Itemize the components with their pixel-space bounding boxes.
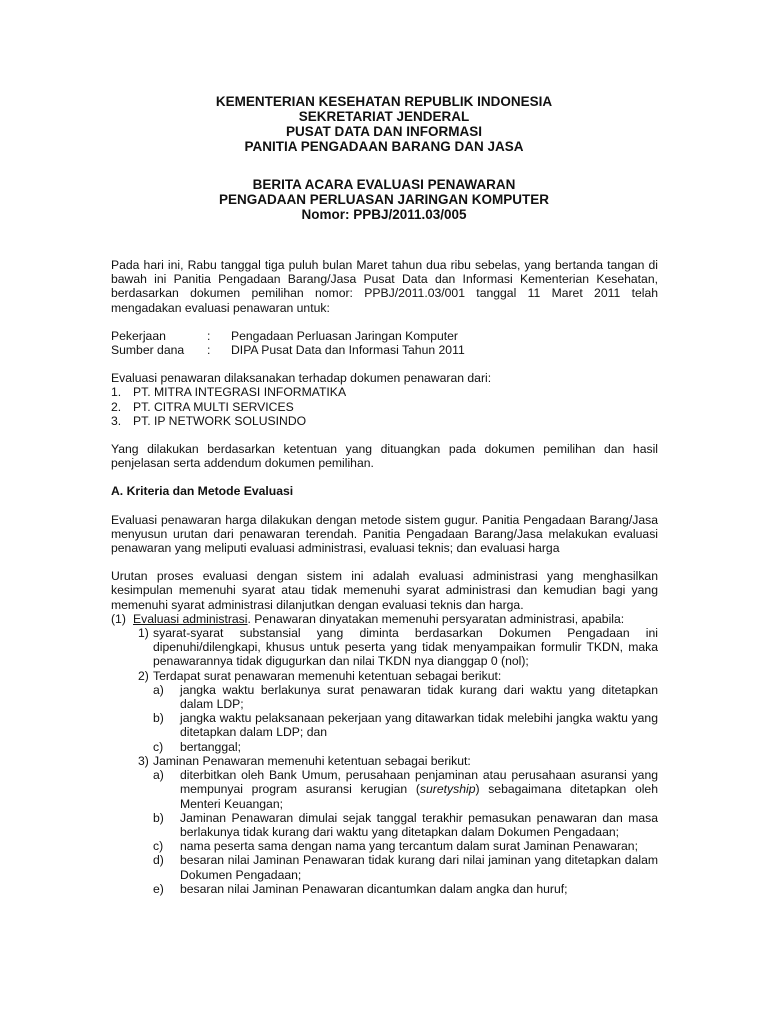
bidder-name: PT. IP NETWORK SOLUSINDO — [133, 413, 307, 428]
list-number: 3) — [138, 753, 149, 768]
sub-sub-item — [153, 740, 658, 754]
bidder-item — [111, 385, 658, 399]
header-line-center: PUSAT DATA DAN INFORMASI — [286, 124, 482, 139]
sub-sub-item-text: besaran nilai Jaminan Penawaran dicantumkan dalam angka dan huruf; — [180, 881, 568, 896]
sub-sub-item-text: Jaminan Penawaran dimulai sejak tanggal terakhir pemasukan penawaran dan masa berlakunya tidak kurang dari waktu yang ditetapkan dalam Dokumen Pengadaan; — [180, 810, 658, 839]
section-a-heading: A. Kriteria dan Metode Evaluasi — [111, 484, 294, 499]
list-letter: c) — [153, 839, 164, 854]
section-a-paragraph-1: Evaluasi penawaran harga dilakukan dengan metode sistem gugur. Panitia Pengadaan Barang/Jasa menyusun urutan dari penawaran terendah. Panitia Pengadaan Barang/Jasa melakukan evaluasi penawaran yang meliputi evaluasi administrasi, evaluasi teknis; dan evaluasi harga — [111, 512, 658, 556]
sub-item-3 — [138, 754, 658, 768]
info-value: DIPA Pusat Data dan Informasi Tahun 2011 — [231, 343, 465, 358]
list-number: 1) — [138, 626, 149, 641]
italic-term: suretyship — [419, 782, 476, 797]
sub-sub-item — [153, 711, 658, 739]
info-colon: : — [207, 328, 211, 343]
info-colon: : — [207, 343, 211, 358]
list-number: 3. — [111, 413, 122, 428]
header-line-ministry: KEMENTERIAN KESEHATAN REPUBLIK INDONESIA — [215, 94, 553, 109]
list-letter: c) — [153, 739, 164, 754]
sub-sub-item — [153, 853, 658, 881]
sub-sub-item — [153, 768, 658, 811]
sub-sub-item-text: besaran nilai Jaminan Penawaran tidak kurang dari nilai jaminan yang ditetapkan dalam Dokumen Pengadaan; — [180, 853, 658, 882]
sub-item-2 — [138, 669, 658, 683]
section-a-paragraph-2: Urutan proses evaluasi dengan sistem ini adalah evaluasi administrasi yang menghasilkan kesimpulan memenuhi syarat atau tidak memenuhi syarat administrasi dan kemudian bagi yang memenuhi syarat administrasi dilanjutkan dengan evaluasi teknis dan harga. — [111, 569, 658, 612]
list-number: 2. — [111, 399, 122, 414]
text-part: ) sebagaimana ditetapkan oleh Menteri Keuangan; — [180, 782, 658, 811]
bidder-name: PT. MITRA INTEGRASI INFORMATIKA — [133, 385, 347, 400]
sub-sub-item — [153, 882, 658, 896]
sub-sub-item — [153, 839, 658, 853]
title-line-2: PENGADAAN PERLUASAN JARINGAN KOMPUTER — [218, 192, 550, 207]
sub-sub-item — [153, 683, 658, 711]
basis-paragraph: Yang dilakukan berdasarkan ketentuan yang dituangkan pada dokumen pemilihan dan hasil penjelasan serta addendum dokumen pemilihan. — [111, 442, 658, 471]
info-row-pekerjaan — [111, 329, 658, 343]
document-title — [0, 177, 768, 222]
criteria-term: Evaluasi administrasi — [133, 611, 248, 626]
info-value: Pengadaan Perluasan Jaringan Komputer — [231, 328, 458, 343]
sub-item-1 — [138, 626, 658, 669]
list-number: 2) — [138, 668, 149, 683]
list-letter: a) — [153, 682, 164, 697]
sub-sub-item-text: jangka waktu pelaksanaan pekerjaan yang ditawarkan tidak melebihi jangka waktu yang ditetapkan dalam LDP; dan — [180, 711, 658, 740]
criteria-item-administrasi — [111, 612, 658, 626]
header-line-secretariat: SEKRETARIAT JENDERAL — [298, 109, 470, 124]
criteria-rest: . Penawaran dinyatakan memenuhi persyaratan administrasi, apabila: — [247, 611, 625, 626]
list-letter: e) — [153, 881, 164, 896]
list-number: 1. — [111, 385, 122, 400]
sub-sub-item-text: jangka waktu berlakunya surat penawaran tidak kurang dari waktu yang ditetapkan dalam LDP; — [180, 682, 658, 712]
list-letter: b) — [153, 810, 164, 825]
sub-sub-item — [153, 811, 658, 839]
list-letter: b) — [153, 711, 164, 726]
sub-item-text: Terdapat surat penawaran memenuhi ketentuan sebagai berikut: — [153, 668, 502, 683]
info-label: Sumber dana — [111, 343, 185, 358]
document-body — [111, 258, 658, 896]
sub-item-text: syarat-syarat substansial yang diminta berdasarkan Dokumen Pengadaan ini dipenuhi/dilengkapi, khusus untuk peserta yang tidak menyampaikan formulir TKDN, maka penawarannya tidak digugurkan dan nilai TKDN nya dianggap 0 (nol); — [153, 626, 658, 669]
sub-sub-item-text: nama peserta sama dengan nama yang tercantum dalam surat Jaminan Penawaran; — [180, 839, 638, 854]
sub-item-text: Jaminan Penawaran memenuhi ketentuan sebagai berikut: — [153, 753, 471, 768]
list-number: (1) — [111, 611, 126, 626]
bidders-intro: Evaluasi penawaran dilaksanakan terhadap dokumen penawaran dari: — [111, 371, 492, 386]
criteria-text — [133, 612, 658, 626]
intro-paragraph: Pada hari ini, Rabu tanggal tiga puluh bulan Maret tahun dua ribu sebelas, yang bertanda tangan di bawah ini Panitia Pengadaan Barang/Jasa Pusat Data dan Informasi Kementerian Kesehatan, berdasarkan dokumen pemilihan nomor: PPBJ/2011.03/001 tanggal 11 Maret 2011 telah mengadakan evaluasi penawaran untuk: — [111, 258, 658, 315]
title-line-1: BERITA ACARA EVALUASI PENAWARAN — [252, 177, 516, 192]
header-line-committee: PANITIA PENGADAAN BARANG DAN JASA — [244, 139, 524, 154]
bidder-item — [111, 414, 658, 428]
list-letter: a) — [153, 768, 164, 783]
info-row-sumber-dana — [111, 343, 658, 357]
info-label: Pekerjaan — [111, 328, 166, 343]
bidder-item — [111, 400, 658, 414]
sub-sub-item-text — [180, 768, 658, 811]
document-number: Nomor: PPBJ/2011.03/005 — [301, 207, 467, 222]
list-letter: d) — [153, 853, 164, 868]
bidder-name: PT. CITRA MULTI SERVICES — [133, 399, 294, 414]
ministry-header — [0, 94, 768, 154]
sub-sub-item-text: bertanggal; — [180, 739, 241, 754]
text-part: diterbitkan oleh Bank Umum, perusahaan penjaminan atau perusahaan asuransi yang mempunyai program asuransi kerugian ( — [180, 768, 658, 797]
